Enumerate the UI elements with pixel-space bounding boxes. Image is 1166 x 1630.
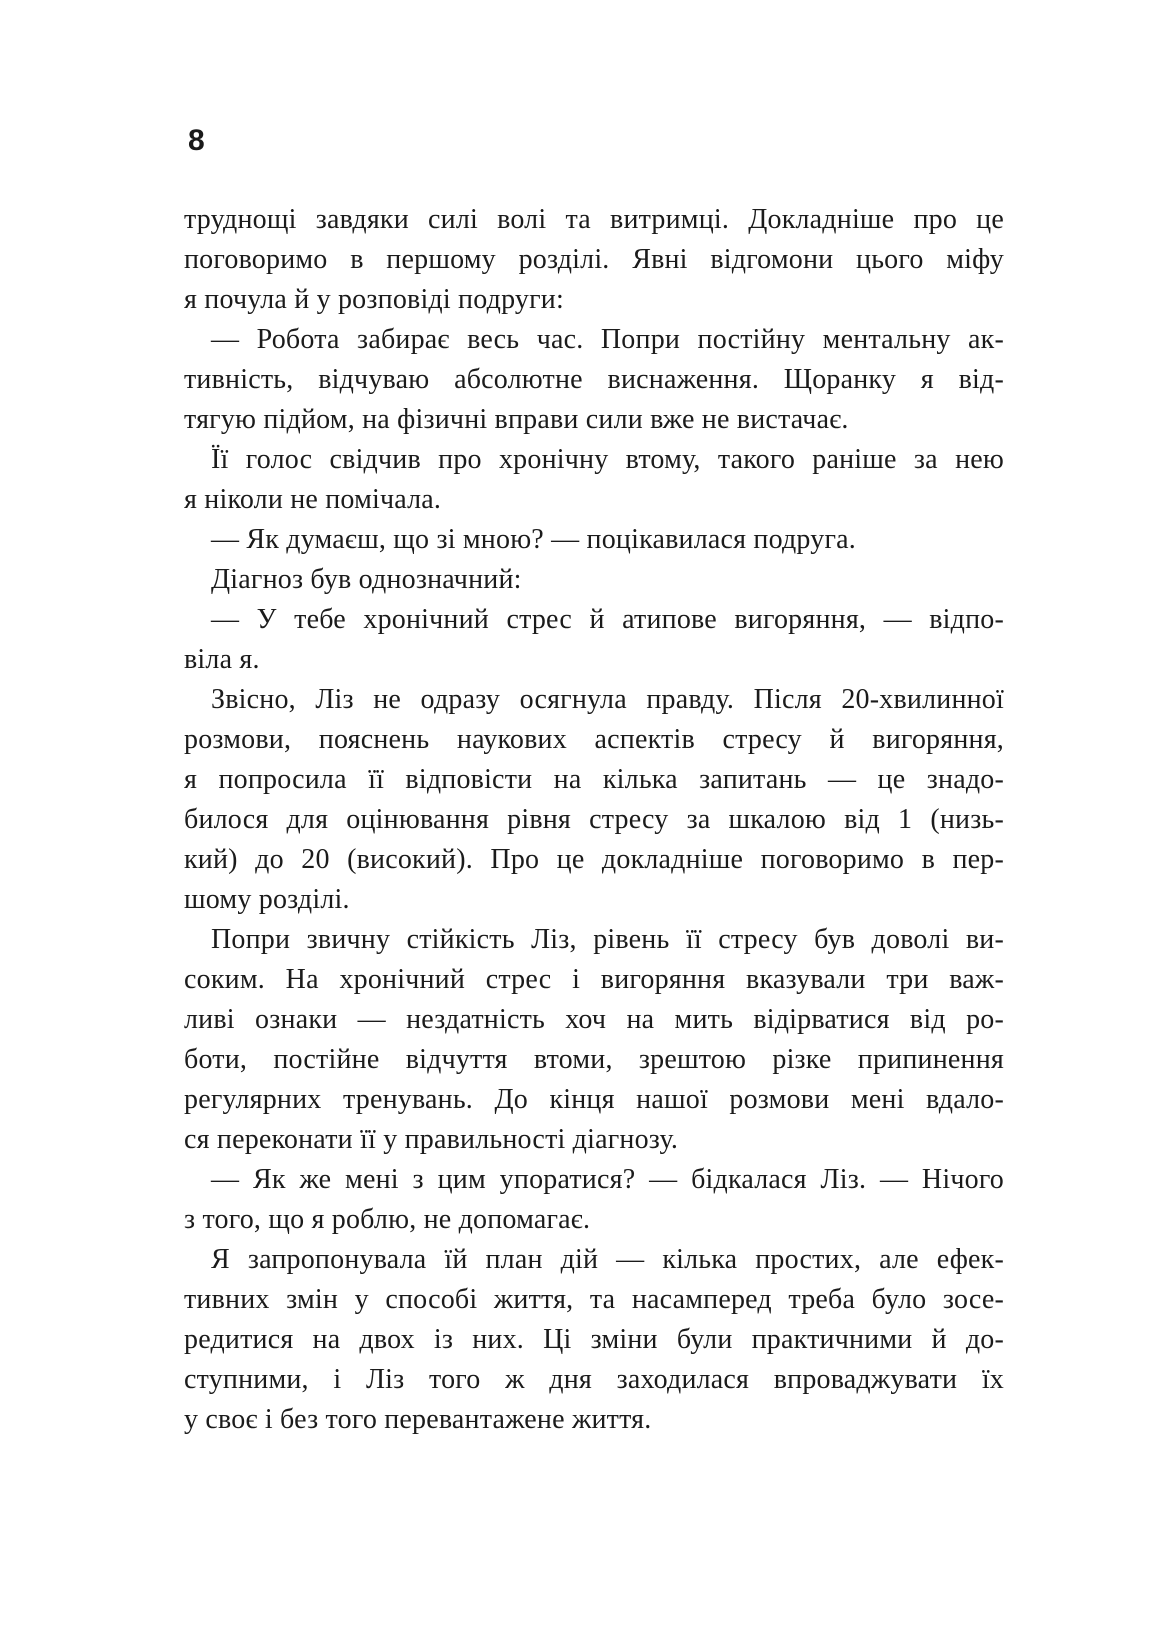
text-line: — Робота забирає весь час. Попри постійну ментальну ак- xyxy=(211,324,1004,355)
text-line: ливі ознаки — нездатність хоч на мить відірватися від ро- xyxy=(184,1004,1004,1035)
paragraph xyxy=(184,920,1004,1160)
text-line: у своє і без того перевантажене життя. xyxy=(184,1404,652,1435)
text-line: кий) до 20 (високий). Про це докладніше поговоримо в пер- xyxy=(184,844,1004,875)
text-line: тягую підйом, на фізичні вправи сили вже не вистачає. xyxy=(184,404,849,435)
text-line: редитися на двох із них. Ці зміни були практичними й до- xyxy=(184,1324,1004,1355)
text-line: я попросила її відповісти на кілька запитань — це знадо- xyxy=(184,764,1004,795)
text-line: я ніколи не помічала. xyxy=(184,484,442,515)
page-number: 8 xyxy=(188,124,205,157)
text-line: — У тебе хронічний стрес й атипове вигоряння, — відпо- xyxy=(211,604,1004,635)
paragraph xyxy=(184,320,1004,440)
text-line: боти, постійне відчуття втоми, зрештою різке припинення xyxy=(184,1044,1004,1075)
paragraph xyxy=(184,440,1004,520)
text-line: — Як думаєш, що зі мною? — поцікавилася подруга. xyxy=(211,524,856,555)
paragraph xyxy=(184,680,1004,920)
text-line: я почула й у розповіді подруги: xyxy=(184,284,564,315)
text-line: тивність, відчуваю абсолютне виснаження. Щоранку я від- xyxy=(184,364,1004,395)
text-line: билося для оцінювання рівня стресу за шкалою від 1 (низь- xyxy=(184,804,1004,835)
text-line: соким. На хронічний стрес і вигоряння вказували три важ- xyxy=(184,964,1004,995)
paragraph xyxy=(184,600,1004,680)
text-line: труднощі завдяки силі волі та витримці. Докладніше про це xyxy=(184,204,1004,235)
paragraph xyxy=(184,200,1004,320)
text-line: Її голос свідчив про хронічну втому, такого раніше за нею xyxy=(211,444,1004,475)
paragraph xyxy=(184,1240,1004,1440)
text-line: розмови, пояснень наукових аспектів стресу й вигоряння, xyxy=(184,724,1004,755)
text-line: ся переконати її у правильності діагнозу. xyxy=(184,1124,679,1155)
page-text xyxy=(184,200,1004,1440)
text-line: регулярних тренувань. До кінця нашої розмови мені вдало- xyxy=(184,1084,1004,1115)
text-line: з того, що я роблю, не допомагає. xyxy=(184,1204,591,1235)
paragraph xyxy=(184,1160,1004,1240)
text-line: шому розділі. xyxy=(184,884,350,915)
text-line: Попри звичну стійкість Ліз, рівень її стресу був доволі ви- xyxy=(211,924,1004,955)
paragraph xyxy=(184,520,1004,560)
text-line: Я запропонувала їй план дій — кілька простих, але ефек- xyxy=(211,1244,1004,1275)
text-line: ступними, і Ліз того ж дня заходилася впроваджувати їх xyxy=(184,1364,1004,1395)
text-line: — Як же мені з цим упоратися? — бідкалася Ліз. — Нічого xyxy=(211,1164,1004,1195)
text-line: Звісно, Ліз не одразу осягнула правду. Після 20-хвилинної xyxy=(211,684,1004,715)
paragraph xyxy=(184,560,1004,600)
text-line: тивних змін у способі життя, та насамперед треба було зосе- xyxy=(184,1284,1004,1315)
text-line: Діагноз був однозначний: xyxy=(211,564,522,595)
text-line: віла я. xyxy=(184,644,260,675)
text-line: поговоримо в першому розділі. Явні відгомони цього міфу xyxy=(184,244,1004,275)
